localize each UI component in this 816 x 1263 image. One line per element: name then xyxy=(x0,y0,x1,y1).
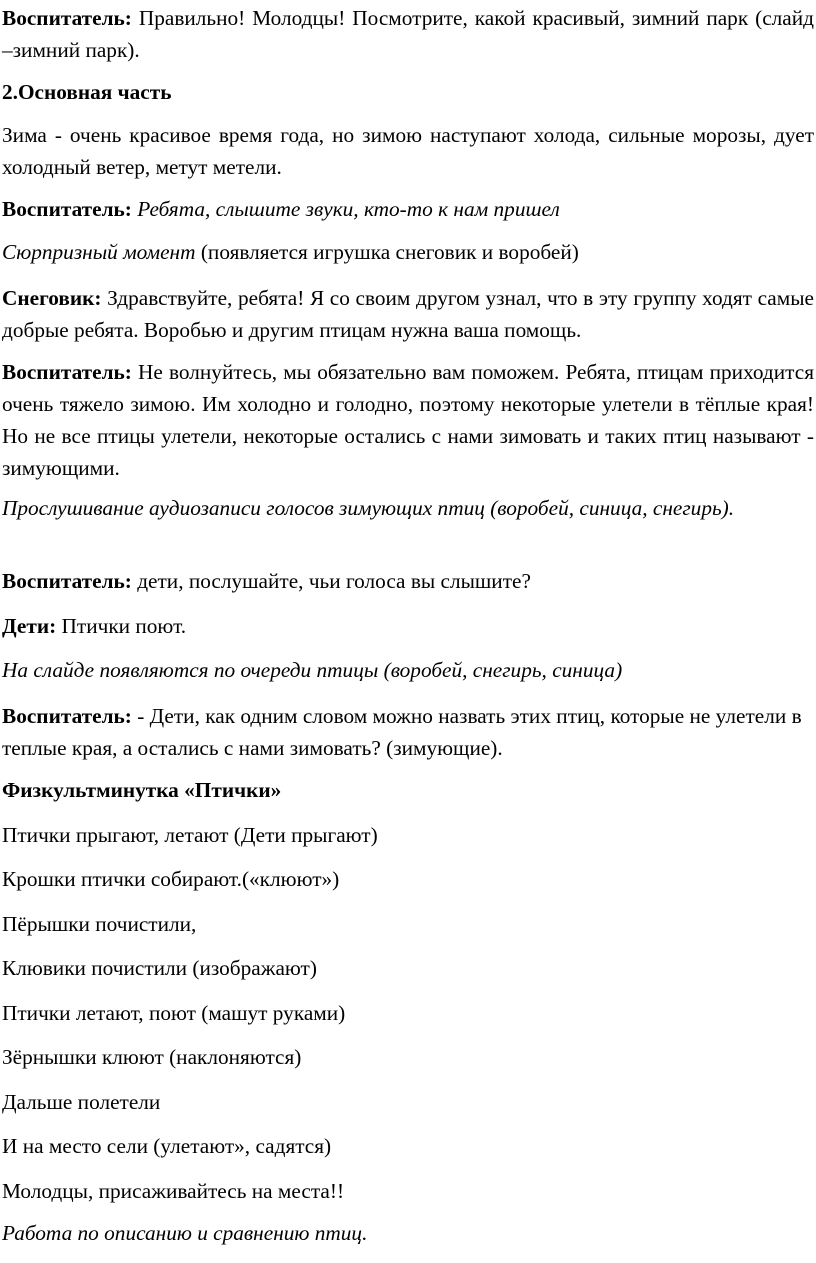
exercise-line: Птички летают, поют (машут руками) xyxy=(2,1001,346,1025)
paragraph-text: Ребята, слышите звуки, кто-то к нам пришел xyxy=(131,197,560,221)
heading-main-part: 2.Основная часть xyxy=(2,80,172,104)
paragraph-winter: Зима - очень красивое время года, но зимою наступают холода, сильные морозы, дует холодный ветер, метут метели. xyxy=(2,123,814,179)
paragraph-children xyxy=(2,610,814,642)
speaker-label: Дети: xyxy=(2,614,57,638)
paragraph-listen xyxy=(2,565,814,597)
exercise-line: Молодцы, присаживайтесь на места!! xyxy=(2,1179,345,1203)
paragraph-text: Правильно! Молодцы! Посмотрите, какой красивый, зимний парк (слайд –зимний парк). xyxy=(2,6,814,62)
paragraph-text: - Дети, как одним словом можно назвать этих птиц, которые не улетели в теплые края, а остались с нами зимовать? (зимующие). xyxy=(2,704,802,760)
paragraph-surprise xyxy=(2,236,814,268)
paragraph-text: дети, послушайте, чьи голоса вы слышите? xyxy=(131,569,531,593)
paragraph-question xyxy=(2,700,814,764)
exercise-line: Зёрнышки клюют (наклоняются) xyxy=(2,1045,302,1069)
paragraph-birds xyxy=(2,356,814,484)
speaker-label: Воспитатель: xyxy=(2,569,132,593)
paragraph-slide: На слайде появляются по очереди птицы (воробей, снегирь, синица) xyxy=(2,658,623,682)
paragraph-snowman xyxy=(2,282,814,346)
paragraph-intro xyxy=(2,2,814,66)
exercise-line: Дальше полетели xyxy=(2,1090,161,1114)
paragraph-last: Работа по описанию и сравнению птиц. xyxy=(2,1221,368,1245)
paragraph-text: Здравствуйте, ребята! Я со своим другом узнал, что в эту группу ходят самые добрые ребята. Воробью и другим птицам нужна ваша помощь. xyxy=(2,286,814,342)
exercise-line: Пёрышки почистили, xyxy=(2,912,197,936)
surprise-moment-label: Сюрпризный момент xyxy=(2,240,196,264)
speaker-label: Воспитатель: xyxy=(2,197,132,221)
paragraph-audio: Прослушивание аудиозаписи голосов зимующих птиц (воробей, синица, снегирь). xyxy=(2,496,735,520)
exercise-line: Клювики почистили (изображают) xyxy=(2,956,317,980)
exercise-line: Крошки птички собирают.(«клюют») xyxy=(2,867,340,891)
heading-exercise: Физкультминутка «Птички» xyxy=(2,778,282,802)
paragraph-text: (появляется игрушка снеговик и воробей) xyxy=(195,240,579,264)
speaker-label: Воспитатель: xyxy=(2,704,132,728)
paragraph-text: Не волнуйтесь, мы обязательно вам поможем. Ребята, птицам приходится очень тяжело зимою. Им холодно и голодно, поэтому некоторые улетели в тёплые края! Но не все птицы улетели, некоторые остались с нами зимовать и таких птиц называют - зимующими. xyxy=(2,360,814,480)
speaker-label: Воспитатель: xyxy=(2,360,132,384)
exercise-line: Птички прыгают, летают (Дети прыгают) xyxy=(2,823,378,847)
speaker-label: Снеговик: xyxy=(2,286,102,310)
exercise-line: И на место сели (улетают», садятся) xyxy=(2,1134,332,1158)
paragraph-sounds xyxy=(2,193,814,225)
speaker-label: Воспитатель: xyxy=(2,6,132,30)
paragraph-text: Птички поют. xyxy=(56,614,187,638)
